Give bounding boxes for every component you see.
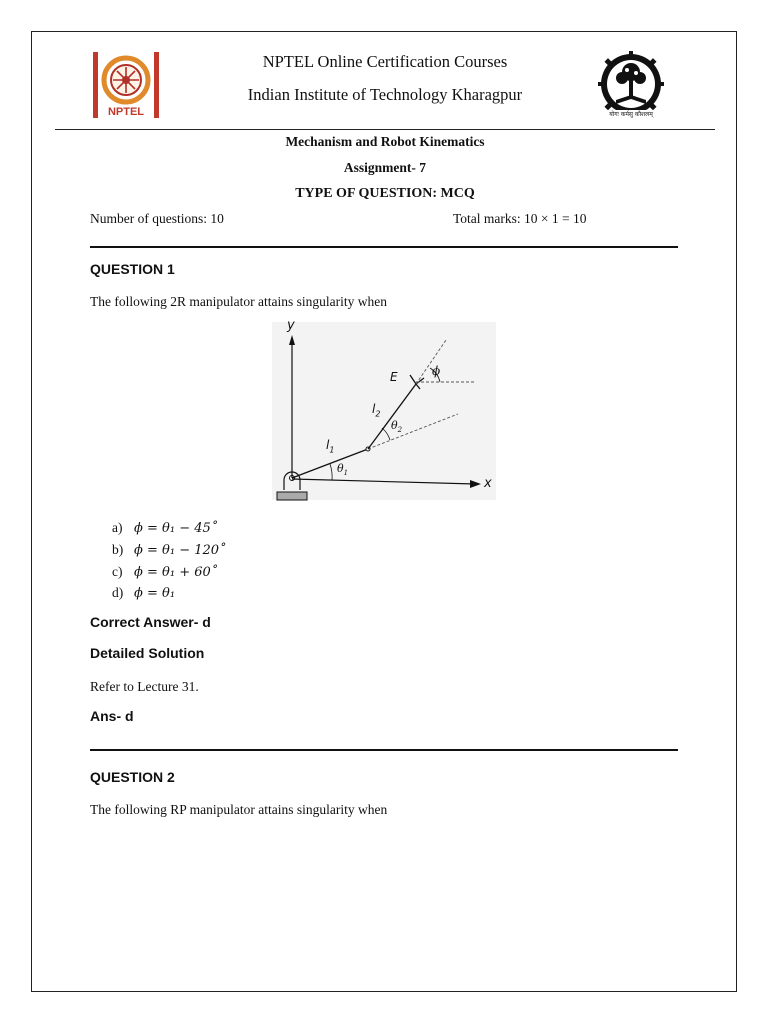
nptel-logo-text: NPTEL [107,106,145,118]
fig-theta1-label: $\theta_1$ [337,462,349,478]
q2-prompt: The following RP manipulator attains singularity when [90,802,388,817]
q1-correct-answer: Correct Answer- d [90,614,211,630]
q1-solution-text: Refer to Lecture 31. [90,679,199,694]
q1-solution-heading: Detailed Solution [90,645,205,661]
q1-option-a[interactable]: a) ϕ = θ₁ − 45˚ [112,520,218,536]
assignment-number: Assignment- 7 [343,160,427,175]
header-divider [55,129,715,130]
q1-heading: QUESTION 1 [90,261,175,277]
iit-kgp-emblem [592,48,670,124]
fig-l2-label: $l_2$ [372,402,381,419]
q1-ans: Ans- d [90,708,134,724]
q1-option-c[interactable]: c) ϕ = θ₁ + 60˚ [112,564,218,580]
num-questions: Number of questions: 10 [90,211,224,226]
iit-motto: योगः कर्मसु कौशलम् [609,111,653,118]
total-marks: Total marks: 10 × 1 = 10 [453,211,587,226]
fig-theta2-label: $\theta_2$ [391,419,403,435]
nptel-logo [92,50,160,122]
fig-e-label: E [390,370,398,384]
question-type: TYPE OF QUESTION: MCQ [295,186,475,201]
q1-figure [270,318,500,510]
fig-phi-label: ϕ [432,364,441,378]
fig-x-label: x [484,476,492,491]
q1-option-b[interactable]: b) ϕ = θ₁ − 120˚ [112,542,226,558]
section-divider [90,246,678,248]
q2-heading: QUESTION 2 [90,769,175,785]
header-line2: Indian Institute of Technology Kharagpur [247,85,523,104]
fig-y-label: y [287,318,295,333]
q1-prompt: The following 2R manipulator attains singularity when [90,294,387,309]
section-divider-2 [90,749,678,751]
fig-l1-label: $l_1$ [326,438,335,455]
header-line1: NPTEL Online Certification Courses [262,52,508,71]
q1-option-d[interactable]: d) ϕ = θ₁ [112,585,176,601]
course-title: Mechanism and Robot Kinematics [285,134,485,149]
